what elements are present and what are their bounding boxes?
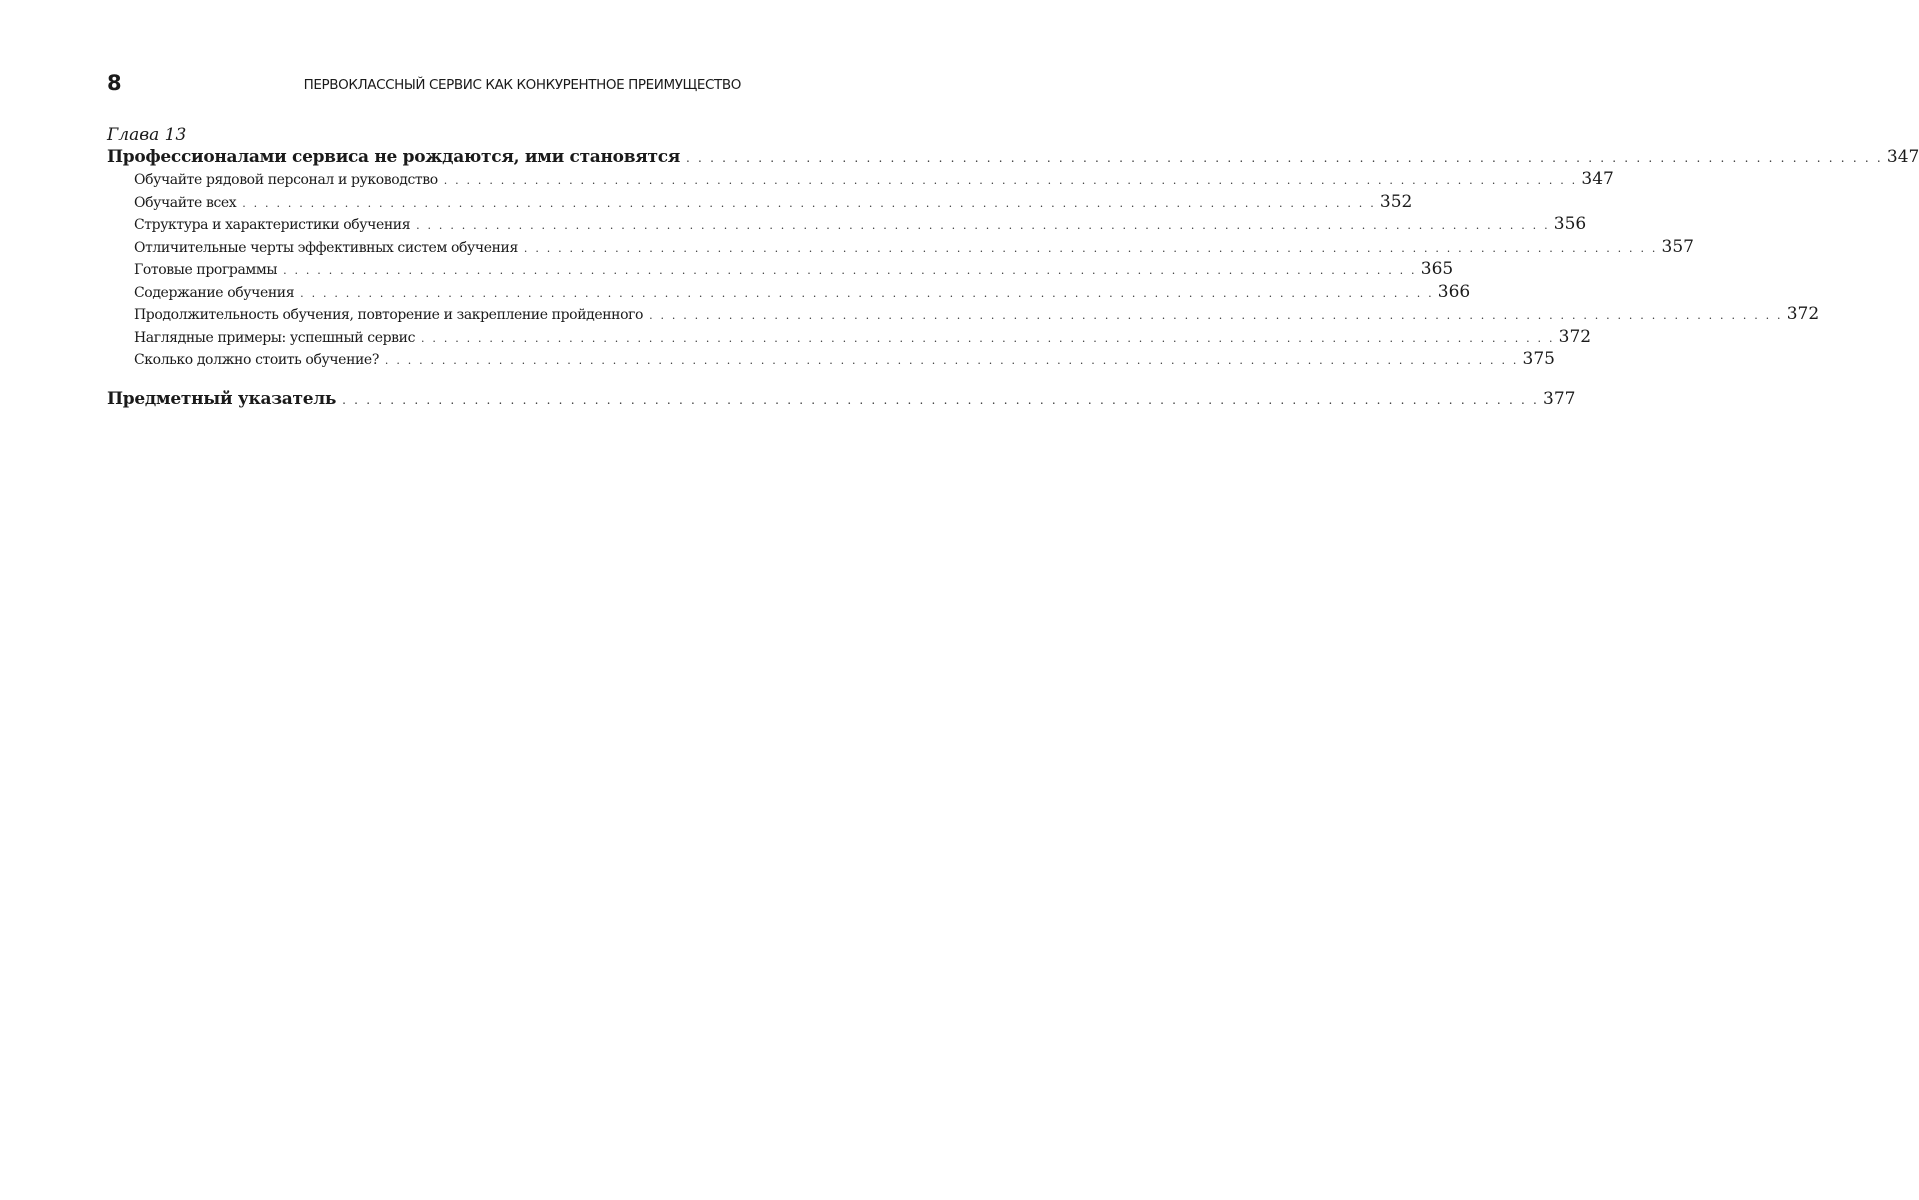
entry-page-number: 356 [1553, 214, 1587, 234]
chapter-title: Профессионалами сервиса не рождаются, ими становятся [107, 147, 681, 167]
entry-page-number: 357 [1661, 236, 1694, 257]
chapter-page-number: 347 [1886, 147, 1919, 167]
index-title: Предметный указатель [107, 388, 337, 409]
entry-title: Наглядные примеры: успешный сервис [134, 329, 416, 346]
dot-leader [416, 215, 1550, 238]
entry-page-number: 372 [1558, 326, 1592, 347]
toc-entry[interactable] [107, 191, 1413, 214]
chapter-label: Глава 13 [107, 125, 187, 145]
dot-leader [686, 147, 1883, 169]
toc-entry[interactable] [107, 168, 1614, 191]
entry-title: Сколько должно стоить обучение? [134, 352, 379, 368]
toc-entry[interactable] [107, 213, 1587, 236]
entry-title: Готовые программы [134, 262, 278, 278]
dot-leader [242, 193, 1376, 216]
entry-page-number: 372 [1786, 304, 1820, 324]
index-page-number: 377 [1543, 388, 1576, 409]
toc-entry[interactable] [107, 348, 1555, 371]
entry-page-number: 366 [1437, 281, 1471, 302]
entry-title: Отличительные черты эффективных систем обучения [134, 239, 518, 256]
entry-title: Обучайте всех [134, 194, 237, 211]
toc-index-entry[interactable] [107, 388, 1576, 410]
page-number: 8 [107, 71, 122, 95]
entry-title: Структура и характеристики обучения [134, 217, 411, 233]
entry-title: Содержание обучения [134, 284, 295, 301]
entry-title: Обучайте рядовой персонал и руководство [134, 172, 438, 188]
running-header: ПЕРВОКЛАССНЫЙ СЕРВИС КАК КОНКУРЕНТНОЕ ПРЕИМУЩЕСТВО [303, 77, 741, 93]
table-of-contents [107, 124, 1919, 410]
dot-leader [649, 305, 1783, 328]
toc-entry[interactable] [107, 326, 1592, 349]
entry-page-number: 375 [1522, 349, 1555, 369]
toc-entry[interactable] [107, 303, 1820, 326]
toc-chapter-entry[interactable] [107, 146, 1919, 168]
entry-page-number: 365 [1420, 259, 1454, 279]
toc-entry[interactable] [107, 258, 1454, 281]
toc-entry[interactable] [107, 281, 1471, 304]
dot-leader [342, 389, 1539, 411]
dot-leader [421, 328, 1555, 351]
dot-leader [385, 350, 1519, 373]
entry-page-number: 352 [1379, 191, 1413, 212]
entry-title: Продолжительность обучения, повторение и закрепление пройденного [134, 307, 644, 323]
dot-leader [300, 283, 1434, 306]
dot-leader [444, 170, 1578, 193]
toc-entry[interactable] [107, 236, 1694, 259]
entry-page-number: 347 [1581, 169, 1614, 189]
dot-leader [283, 260, 1417, 283]
dot-leader [524, 238, 1658, 261]
